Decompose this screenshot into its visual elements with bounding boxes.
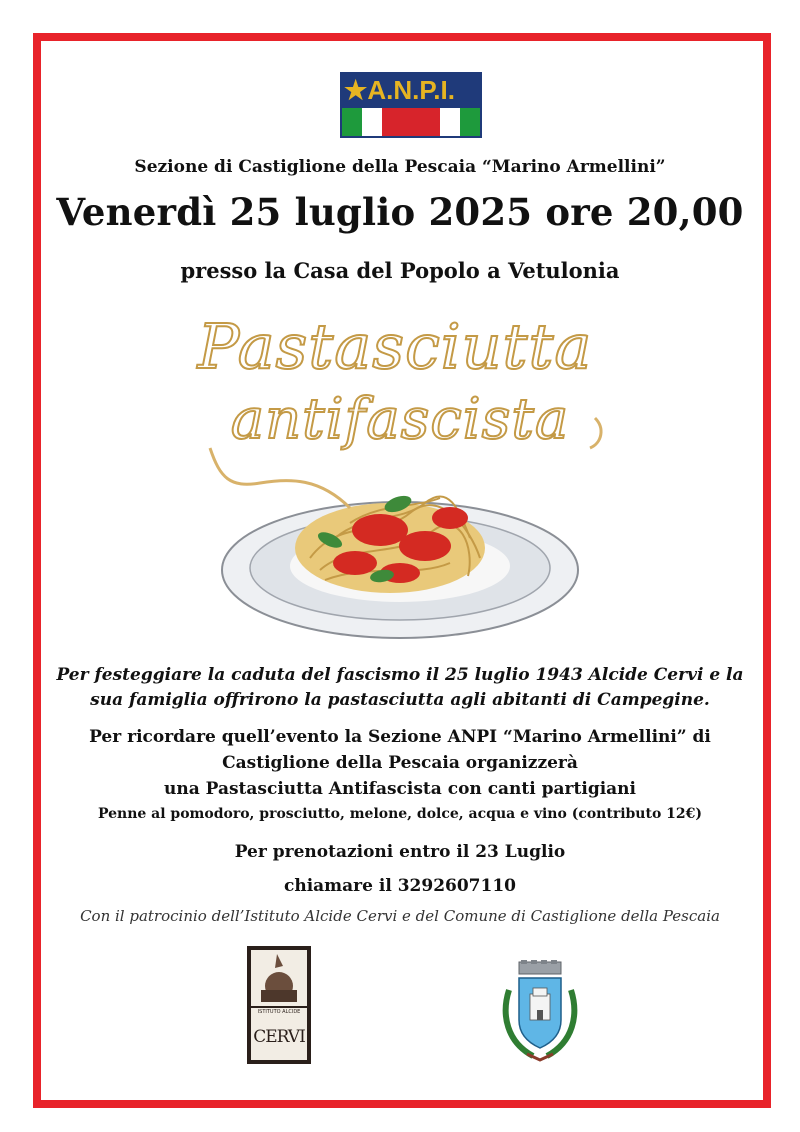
booking-text: Per prenotazioni entro il 23 Luglio bbox=[234, 842, 566, 862]
intro-line-1: Per festeggiare la caduta del fascismo il 25 luglio 1943 Alcide Cervi e la bbox=[56, 665, 744, 685]
intro-text bbox=[0, 663, 800, 713]
patronage-text: Con il patrocinio dell’Istituto Alcide Cervi e del Comune di Castiglione della Pescaia bbox=[80, 907, 720, 925]
anpi-logo bbox=[340, 72, 482, 138]
menu-text: Penne al pomodoro, prosciutto, melone, dolce, acqua e vino (contributo 12€) bbox=[97, 806, 703, 822]
script-title-line2: antifascista bbox=[230, 387, 570, 452]
cervi-logo-small-text: ISTITUTO ALCIDE bbox=[257, 1009, 301, 1015]
intro-line-2: sua famiglia offrirono la pastasciutta agli abitanti di Campegine. bbox=[90, 690, 710, 710]
section-title: Sezione di Castiglione della Pescaia “Marino Armellini” bbox=[134, 157, 666, 177]
phone-text: chiamare il 3292607110 bbox=[284, 876, 516, 896]
cervi-logo-big-text: CERVI bbox=[253, 1027, 305, 1047]
event-line-1: Per ricordare quell’evento la Sezione ANPI “Marino Armellini” di bbox=[89, 727, 711, 747]
comune-crest bbox=[497, 960, 583, 1064]
star-icon: ★ bbox=[344, 75, 368, 105]
event-venue: presso la Casa del Popolo a Vetulonia bbox=[180, 258, 620, 283]
event-date-time: Venerdì 25 luglio 2025 ore 20,00 bbox=[56, 190, 744, 234]
script-title-line1: Pastasciutta bbox=[197, 310, 593, 383]
event-line-3: una Pastasciutta Antifascista con canti partigiani bbox=[163, 779, 636, 799]
event-line-2: Castiglione della Pescaia organizzerà bbox=[222, 753, 578, 773]
anpi-logo-text: A.N.P.I. bbox=[367, 75, 455, 105]
istituto-cervi-logo bbox=[247, 946, 311, 1064]
pasta-illustration bbox=[150, 308, 630, 653]
